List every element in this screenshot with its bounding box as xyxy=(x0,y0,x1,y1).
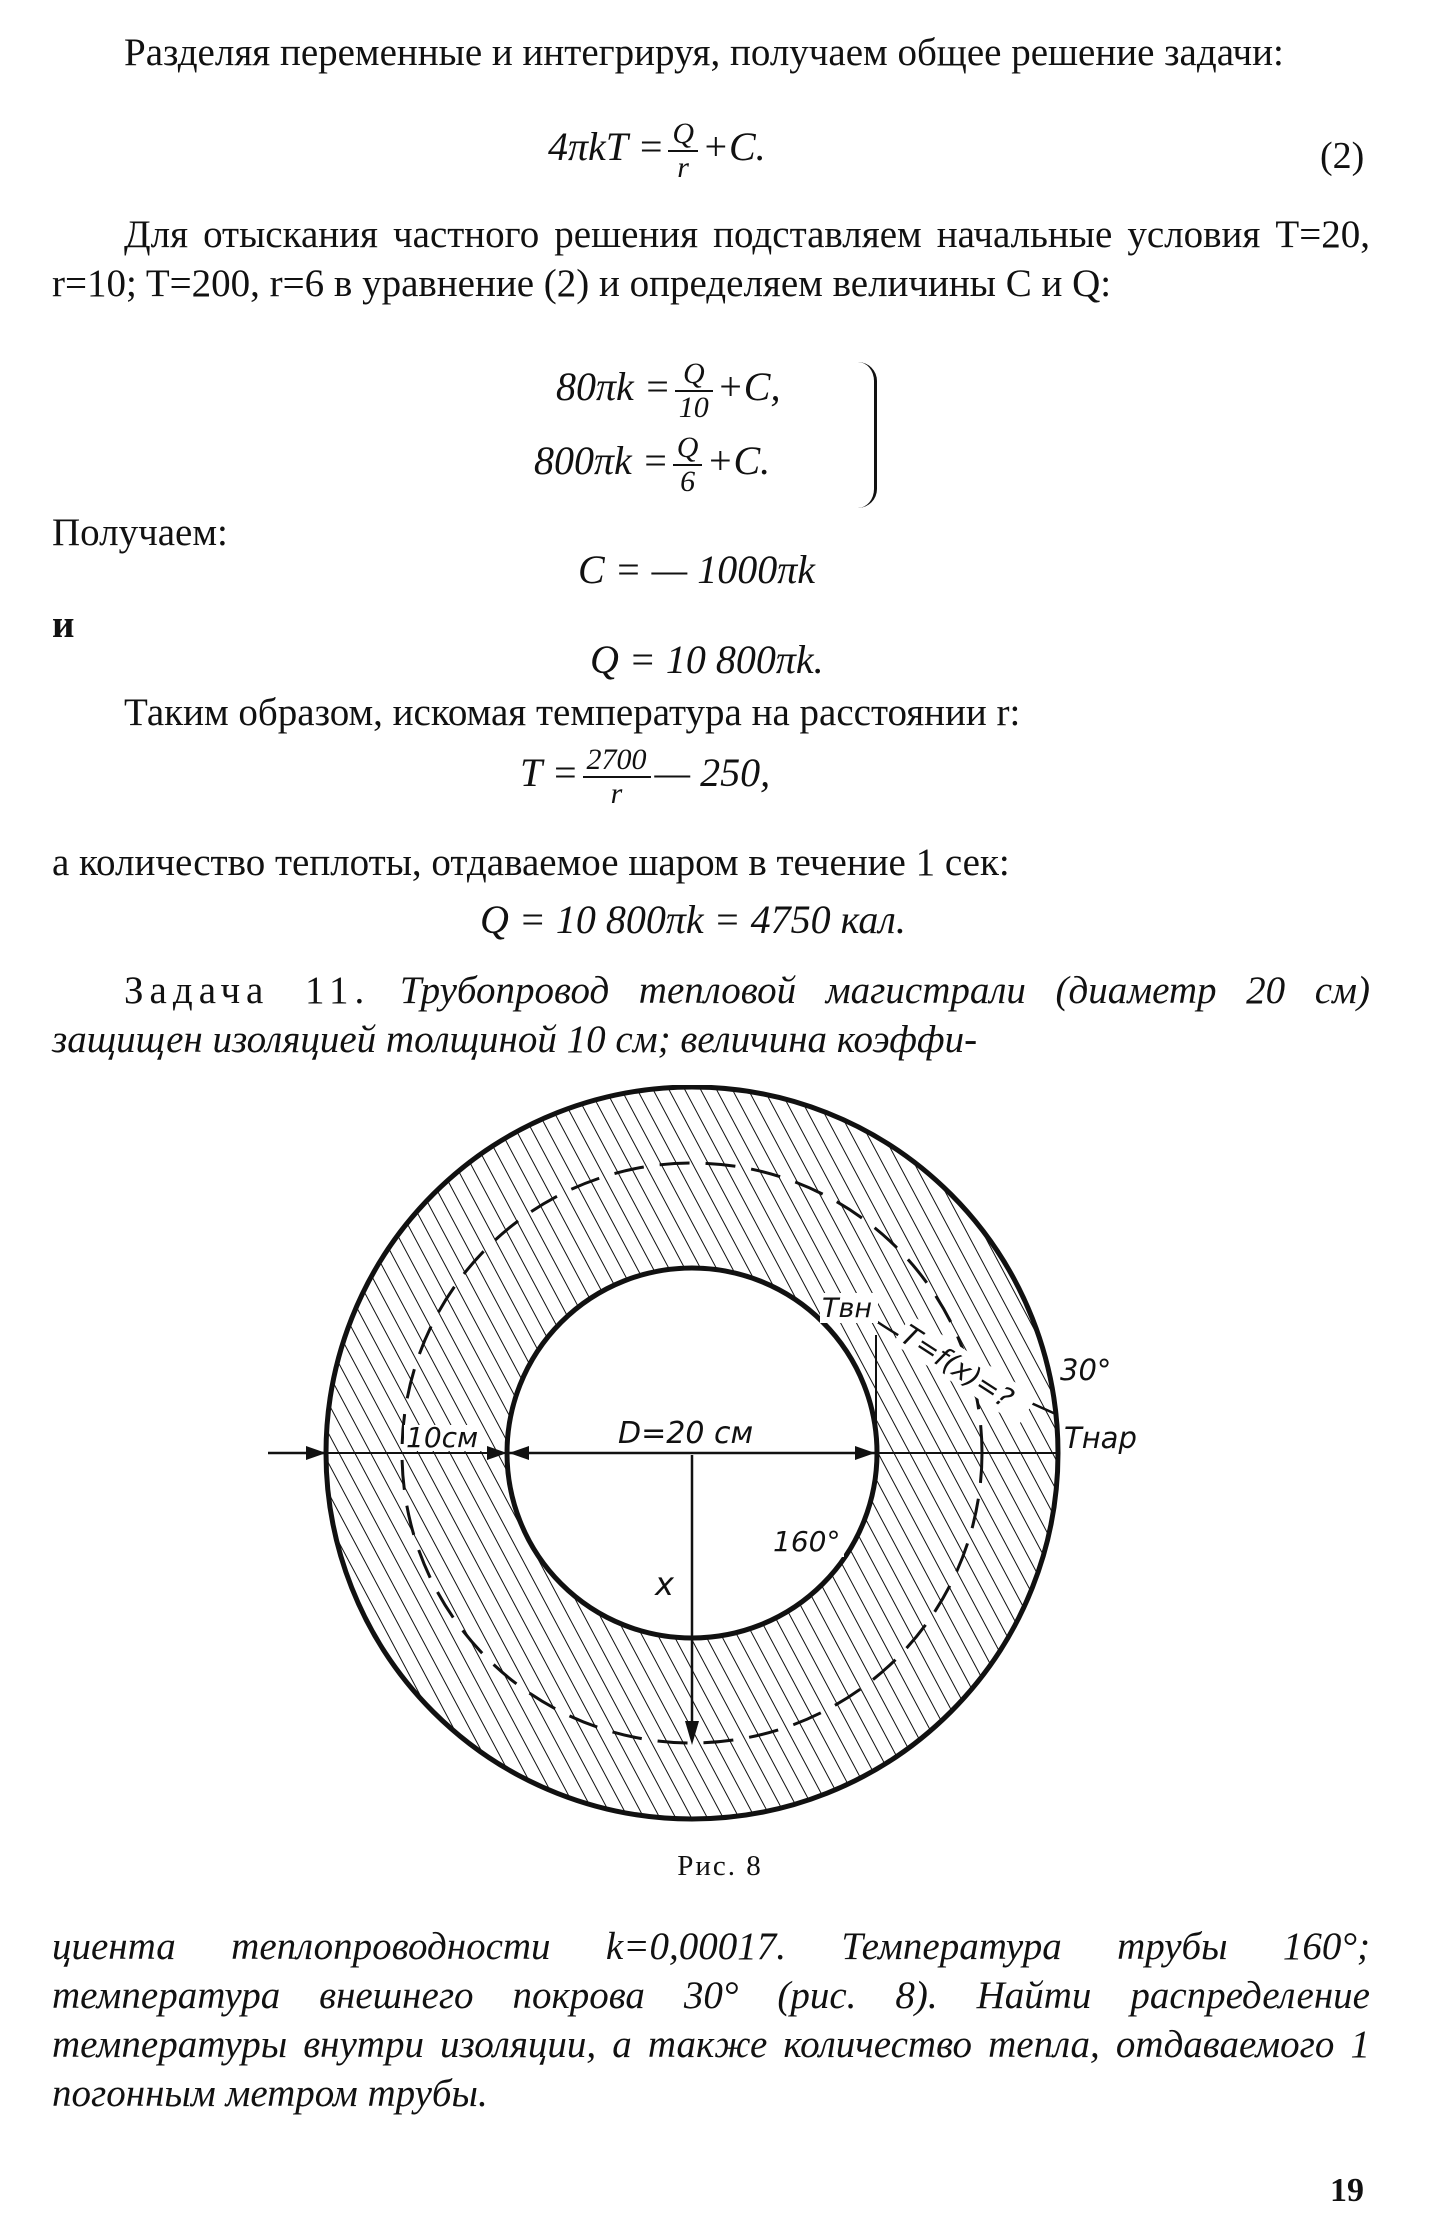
label-poluchaem: Получаем: xyxy=(52,511,228,554)
sys2-den: 6 xyxy=(680,465,696,498)
label-x: x xyxy=(655,1565,674,1603)
paragraph-heat-amount: а количество теплоты, отдаваемое шаром в течение 1 сек: xyxy=(52,841,1010,884)
label-tvn-text: Tвн xyxy=(822,1293,873,1324)
eq2-rhs: +C. xyxy=(701,124,766,170)
eq2-lhs: 4πkT = xyxy=(548,124,665,170)
equation-c: C = — 1000πk xyxy=(578,547,816,592)
page-number: 19 xyxy=(1330,2172,1364,2209)
eqt-num: 2700 xyxy=(583,744,651,778)
system-equation-1 xyxy=(556,358,780,424)
sys1-fraction xyxy=(675,358,713,424)
sys2-lhs: 800πk = xyxy=(534,438,669,484)
eqt-fraction xyxy=(583,744,651,810)
label-tvn xyxy=(820,1293,878,1324)
eqt-lhs: T = xyxy=(520,750,579,796)
label-10cm xyxy=(404,1421,482,1454)
sys2-fraction xyxy=(673,432,703,498)
sys1-num: Q xyxy=(675,358,713,392)
label-160-text: 160° xyxy=(773,1525,841,1558)
equation-2 xyxy=(548,118,766,184)
paragraph-general-solution: Разделяя переменные и интегрируя, получаем общее решение задачи: xyxy=(124,31,1284,74)
system-equation-2 xyxy=(534,432,770,498)
label-diameter: D=20 см xyxy=(618,1416,754,1451)
equation-number: (2) xyxy=(1320,135,1365,177)
equation-q: Q = 10 800πk. xyxy=(590,637,824,682)
label-30-degrees: 30° xyxy=(1060,1353,1112,1387)
system-brace xyxy=(858,362,877,508)
task-11-first-part xyxy=(52,966,1370,1064)
eqt-rhs: — 250, xyxy=(654,750,771,796)
label-160 xyxy=(770,1525,844,1558)
sys1-rhs: +C, xyxy=(716,364,781,410)
eq2-den: r xyxy=(677,151,689,184)
sys2-num: Q xyxy=(673,432,703,466)
eq2-fraction xyxy=(668,118,698,184)
sys1-den: 10 xyxy=(678,391,709,424)
equation-t xyxy=(520,744,770,810)
eq2-num: Q xyxy=(668,118,698,152)
label-tfx-text: T=f(x)=? xyxy=(894,1318,1020,1416)
task-label: Задача 11. xyxy=(124,969,371,1012)
paragraph-temperature: Таким образом, искомая температура на расстоянии r: xyxy=(124,691,1021,734)
label-10cm-text: 10см xyxy=(406,1421,479,1454)
sys1-lhs: 80πk = xyxy=(556,364,671,410)
sys2-rhs: +C. xyxy=(706,438,771,484)
task-text-1: Трубопровод тепловой магистрали (диаметр 20 см) защищен изоляцией толщиной 10 см; величина коэффи- xyxy=(52,969,1370,1061)
conjunction-i: и xyxy=(52,603,75,646)
figure-caption: Рис. 8 xyxy=(677,1850,763,1882)
label-tnar: Tнар xyxy=(1064,1421,1137,1455)
task-11-continuation: циента теплопроводности k=0,00017. Температура трубы 160°; температура внешнего покрова 30° (рис. 8). Найти распределение температуры внутри изоляции, а также количество тепла, отдаваемого 1 погонным метром трубы. xyxy=(52,1925,1370,2115)
figure-pipe-cross-section xyxy=(0,1085,1440,1835)
eqt-den: r xyxy=(610,777,623,810)
equation-q-final: Q = 10 800πk = 4750 кал. xyxy=(480,897,906,942)
paragraph-particular-solution: Для отыскания частного решения подставляем начальные условия T=20, r=10; T=200, r=6 в уравнение (2) и определяем величины C и Q: xyxy=(52,213,1370,305)
